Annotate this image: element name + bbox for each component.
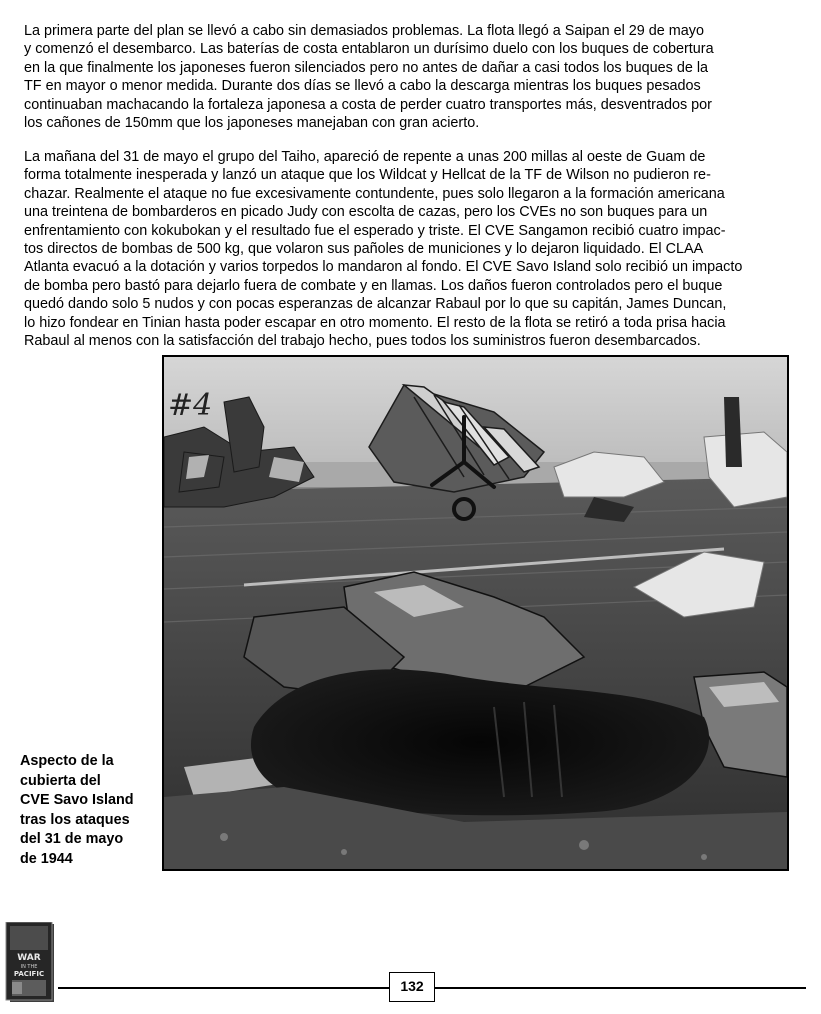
text-line: TF en mayor o menor medida. Durante dos días se llevó a cabo la descarga mientras los buques pesados [24, 78, 701, 95]
photo-caption [20, 752, 160, 869]
text-line: una treintena de bombarderos en picado Judy con escolta de cazas, pero los CVEs no son buques para un [24, 204, 708, 221]
svg-text:IN THE: IN THE [20, 964, 38, 970]
text-line: del 31 de mayo [20, 831, 124, 847]
paragraph-1 [24, 22, 794, 132]
text-line: de bomba pero bastó para dejarlo fuera de combate y en llamas. Los daños fueron controlados pero el buque [24, 277, 723, 294]
footer-rule-left [58, 987, 389, 989]
footer-rule-right [435, 987, 806, 989]
paragraph-2 [24, 148, 794, 350]
text-line: cubierta del [20, 772, 101, 789]
text-line: en la que finalmente los japoneses fueron silenciados pero no antes de dañar a casi todos los buques de la [24, 59, 709, 76]
svg-text:WAR: WAR [17, 953, 41, 963]
text-line: enfrentamiento con kokubokan y el resultado fue el esperado y triste. El CVE Sangamon recibió cuatro impac- [24, 222, 726, 239]
text-line: continuaban machacando la fortaleza japonesa a costa de perder cuatro transportes más, desventrados por [24, 96, 712, 113]
war-in-the-pacific-book-icon [4, 922, 56, 1004]
damaged-carrier-deck-photo [162, 355, 789, 871]
text-line: La mañana del 31 de mayo el grupo del Taiho, apareció de repente a unas 200 millas al oeste de Guam de [24, 149, 706, 165]
hull-marking: #4 [168, 388, 213, 423]
text-line: forma totalmente inesperada y lanzó un ataque que los Wildcat y Hellcat de la TF de Wilson no pudieron re- [24, 167, 711, 184]
text-line: y comenzó el desembarco. Las baterías de costa entablaron un durísimo duelo con los buques de cobertura [24, 41, 714, 58]
text-line: quedó dando solo 5 nudos y con pocas esperanzas de alcanzar Rabaul por lo que su capitán, James Duncan, [24, 296, 727, 313]
text-line: Aspecto de la [20, 753, 114, 769]
text-line: lo hizo fondear en Tinian hasta poder escapar en otro momento. El resto de la flota se retiró a toda prisa hacia [24, 314, 726, 331]
text-line: chazar. Realmente el ataque no fue excesivamente contundente, pues solo llegaron a la formación americana [24, 185, 725, 202]
text-line: Rabaul al menos con la satisfacción del trabajo hecho, pues todos los suministros fueron desembarcados. [24, 333, 701, 350]
text-line: tos directos de bombas de 500 kg, que volaron sus pañoles de municiones y lo dejaron liquidado. El CLAA [24, 241, 704, 258]
text-line: La primera parte del plan se llevó a cabo sin demasiados problemas. La flota llegó a Saipan el 29 de mayo [24, 23, 704, 39]
text-line: CVE Savo Island [20, 792, 134, 808]
text-line: tras los ataques [20, 811, 130, 828]
text-line: de 1944 [20, 850, 73, 867]
page-number: 132 [389, 972, 435, 1002]
svg-text:PACIFIC: PACIFIC [13, 970, 45, 978]
text-line: Atlanta evacuó a la dotación y varios torpedos lo mandaron al fondo. El CVE Savo Island solo recibió un impacto [24, 259, 743, 276]
text-line: los cañones de 150mm que los japoneses manejaban con gran acierto. [24, 115, 480, 132]
